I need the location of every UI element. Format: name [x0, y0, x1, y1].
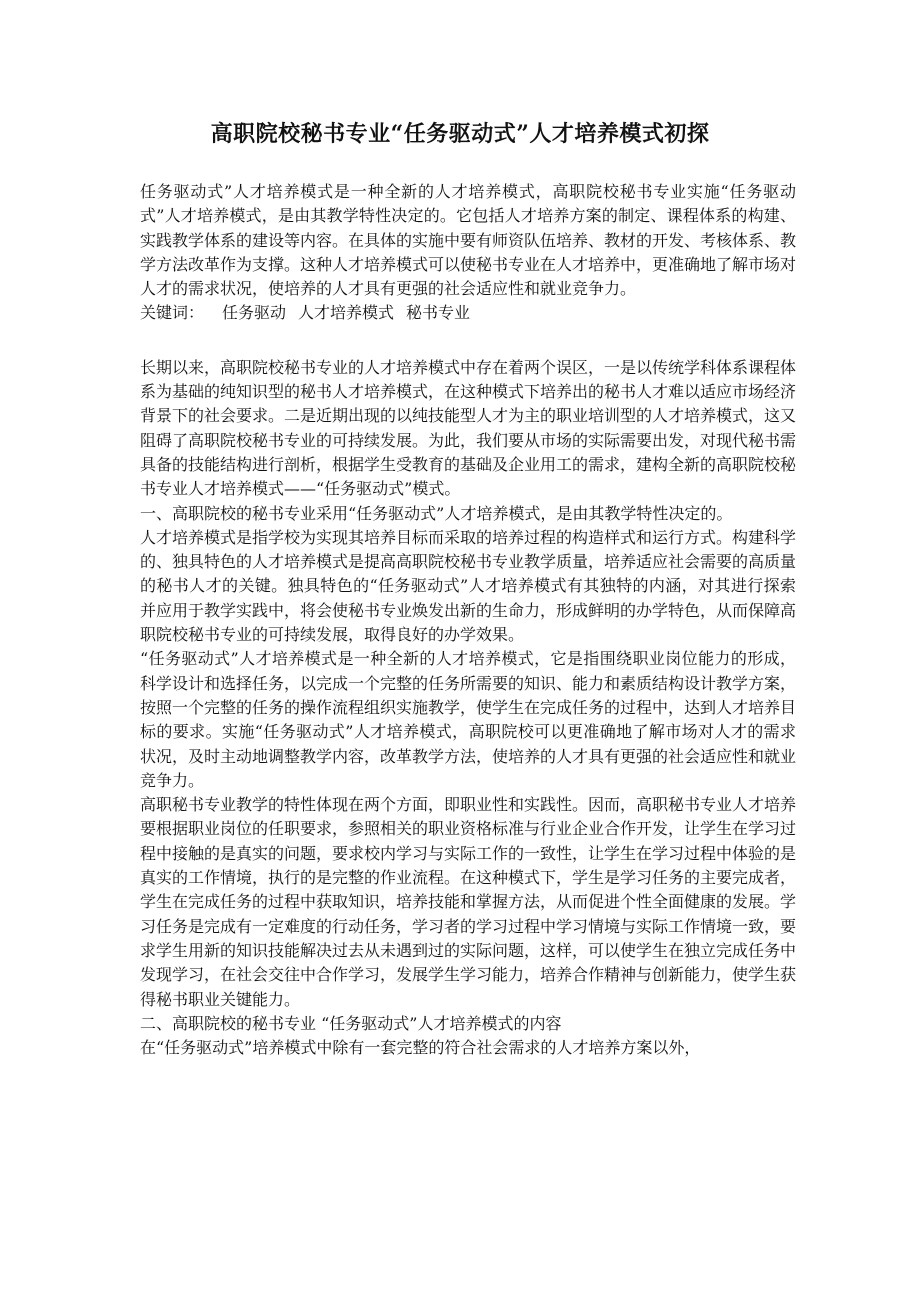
document-title: 高职院校秘书专业“任务驱动式”人才培养模式初探: [210, 121, 710, 147]
body-paragraph: “任务驱动式”人才培养模式是一种全新的人才培养模式，它是指围绕职业岗位能力的形成，科学设计和选择任务，以完成一个完整的任务所需要的知识、能力和素质结构设计教学方案，按照一个完整的任务的操作流程组织实施教学，使学生在完成任务的过程中，达到人才培养目标的要求。实施“任务驱动式”人才培养模式，高职院校可以更准确地了解市场对人才的需求状况，及时主动地调整教学内容，改革教学方法，使培养的人才具有更强的社会适应性和就业竞争力。: [140, 649, 797, 790]
section-heading: 二、高职院校的秘书专业 “任务驱动式”人才培养模式的内容: [140, 1013, 562, 1033]
abstract-paragraph: 任务驱动式”人才培养模式是一种全新的人才培养模式，高职院校秘书专业实施“任务驱动式”人才培养模式，是由其教学特性决定的。它包括人才培养方案的制定、课程体系的构建、实践教学体系的建设等内容。在具体的实施中要有师资队伍培养、教材的开发、考核体系、教学方法改革作为支撑。这种人才培养模式可以使秘书专业在人才培养中，更准确地了解市场对人才的需求状况，使培养的人才具有更强的社会适应性和就业竞争力。: [140, 182, 797, 299]
keyword-item: 人才培养模式: [298, 303, 395, 323]
body-paragraph: 人才培养模式是指学校为实现其培养目标而采取的培养过程的构造样式和运行方式。构建科学的、独具特色的人才培养模式是提高高职院校秘书专业教学质量，培养适应社会需要的高质量的秘书人才的关键。独具特色的“任务驱动式”人才培养模式有其独特的内涵，对其进行探索并应用于教学实践中，将会使秘书专业焕发出新的生命力，形成鲜明的办学特色，从而保障高职院校秘书专业的可持续发展，取得良好的办学效果。: [140, 527, 797, 645]
section-spacer: [140, 326, 796, 356]
keyword-item: 任务驱动: [222, 303, 287, 323]
body-paragraph: 长期以来，高职院校秘书专业的人才培养模式中存在着两个误区，一是以传统学科体系课程体系为基础的纯知识型的秘书人才培养模式，在这种模式下培养出的秘书人才难以适应市场经济背景下的社会要求。二是近期出现的以纯技能型人才为主的职业培训型的人才培养模式，这又阻碍了高职院校秘书专业的可持续发展。为此，我们要从市场的实际需要出发，对现代秘书需具备的技能结构进行剖析，根据学生受教育的基础及企业用工的需求，建构全新的高职院校秘书专业人才培养模式——“任务驱动式”模式。: [140, 357, 797, 499]
section-heading: 一、高职院校的秘书专业采用“任务驱动式”人才培养模式，是由其教学特性决定的。: [140, 503, 733, 523]
document-content: [140, 180, 796, 1060]
body-paragraph: 高职秘书专业教学的特性体现在两个方面，即职业性和实践性。因而，高职秘书专业人才培养要根据职业岗位的任职要求，参照相关的职业资格标准与行业企业合作开发，让学生在学习过程中接触的是真实的问题，要求校内学习与实际工作的一致性，让学生在学习过程中体验的是真实的工作情境，执行的是完整的作业流程。在这种模式下，学生是学习任务的主要完成者，学生在完成任务的过程中获取知识，培养技能和掌握方法，从而促进个性全面健康的发展。学习任务是完成有一定难度的行动任务，学习者的学习过程中学习情境与实际工作情境一致，要求学生用新的知识技能解决过去从未遇到过的实际问题，这样，可以使学生在独立完成任务中发现学习，在社会交往中合作学习，发展学生学习能力，培养合作精神与创新能力，使学生获得秘书职业关键能力。: [140, 795, 797, 1009]
keywords-line: [140, 301, 796, 325]
body-paragraph: 在“任务驱动式”培养模式中除有一套完整的符合社会需求的人才培养方案以外，: [140, 1038, 701, 1058]
keywords-label: 关键词：: [140, 303, 205, 323]
keyword-item: 秘书专业: [406, 303, 471, 323]
